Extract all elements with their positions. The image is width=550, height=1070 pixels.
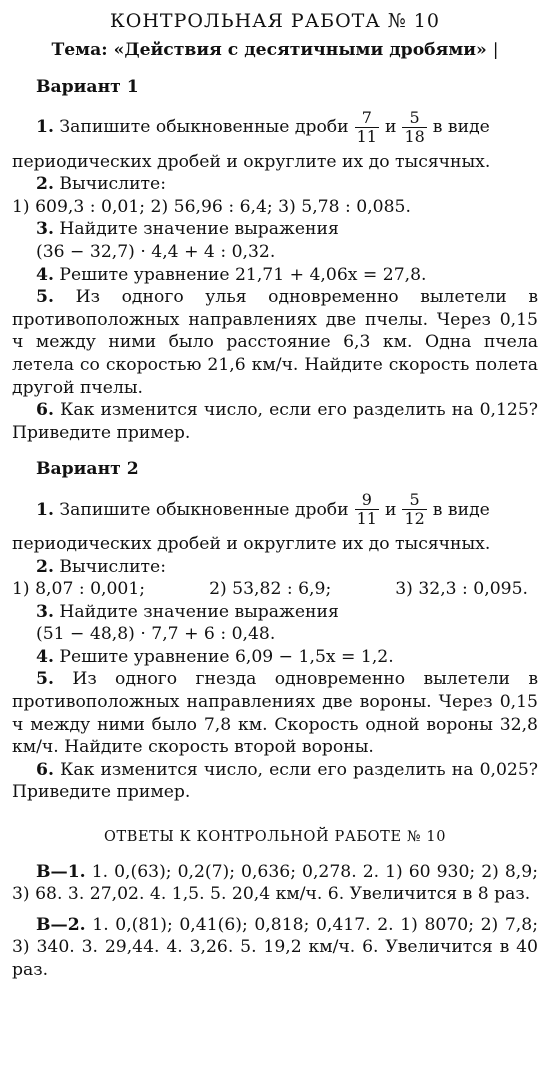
v2-task-4 [12, 646, 538, 669]
v2-task-1-tail: в виде [432, 499, 490, 520]
text-cursor: | [492, 40, 499, 60]
answers-title: ОТВЕТЫ К КОНТРОЛЬНОЙ РАБОТЕ № 10 [103, 829, 447, 846]
v2-task-3-text: Найдите значение выражения [59, 601, 339, 622]
v2-task-6 [12, 759, 538, 804]
answers-variant-2-label: В—2. [36, 914, 86, 935]
v1-task-5 [12, 286, 538, 399]
v1-task-1-tail: в виде [432, 117, 490, 138]
v1-fraction-2 [402, 109, 426, 146]
v2-task-2 [12, 556, 538, 579]
v2-task-2-item-1: 1) 8,07 : 0,001; [12, 579, 146, 600]
variant-2-heading: Вариант 2 [36, 459, 139, 480]
v2-task-5-text: Из одного гнезда одновременно вылетели в противоположных направлениях две вороны. Через 0,15 ч между ними было 7,8 км. Скорость одной вороны 32,8 км/ч. Найдите скорость второй вороны. [12, 669, 538, 758]
v1-task-5-number: 5. [36, 287, 54, 308]
v2-task-1-continuation: периодических дробей и округлите их до тысячных. [12, 533, 491, 554]
v1-task-4-text: Решите уравнение 21,71 + 4,06x = 27,8. [59, 264, 427, 285]
v1-task-1-continuation: периодических дробей и округлите их до тысячных. [12, 151, 491, 172]
v2-task-5-number: 5. [36, 669, 54, 690]
v1-task-4 [12, 264, 538, 287]
v2-task-4-number: 4. [36, 646, 54, 667]
answers-variant-1-label: В—1. [36, 861, 86, 882]
v2-task-1-line [12, 487, 538, 533]
v2-fraction-2 [402, 491, 426, 528]
answers-variant-1-text: 1. 0,(63); 0,2(7); 0,636; 0,278. 2. 1) 60 930; 2) 8,9; 3) 68. 3. 27,02. 4. 1,5. 5. 20,4 км/ч. 6. Увеличится в 8 раз. [12, 861, 538, 905]
v1-fraction-2-numerator: 5 [409, 108, 420, 128]
v1-fraction-1-denominator: 11 [356, 127, 377, 147]
v2-task-2-text: Вычислите: [59, 556, 167, 577]
v1-task-3-text: Найдите значение выражения [59, 219, 339, 240]
answers-variant-2 [12, 914, 538, 982]
v2-task-3-number: 3. [36, 601, 54, 622]
worksheet-page [12, 8, 538, 990]
v2-task-1-text: Запишите обыкновенные дроби [59, 499, 349, 520]
v2-task-5 [12, 668, 538, 758]
v2-fraction-2-denominator: 12 [404, 509, 425, 529]
v2-task-1-and: и [384, 499, 397, 520]
v1-task-2-number: 2. [36, 174, 54, 195]
v1-task-2 [12, 173, 538, 196]
v2-fraction-1 [355, 491, 379, 528]
v1-task-1-line [12, 105, 538, 151]
v2-fraction-1-denominator: 11 [356, 509, 377, 529]
v1-fraction-1 [355, 109, 379, 146]
v1-task-3 [12, 218, 538, 241]
v2-task-2-item-3: 3) 32,3 : 0,095. [395, 579, 528, 600]
v1-task-5-text: Из одного улья одновременно вылетели в противоположных направлениях две пчелы. Через 0,15 ч между ними было расстояние 6,3 км. Одна пчела летела со скоростью 21,6 км/ч. Найдите скорость полета другой пчелы. [12, 287, 538, 398]
v1-fraction-1-numerator: 7 [361, 108, 372, 128]
v2-task-6-number: 6. [36, 759, 54, 780]
v2-task-6-text: Как изменится число, если его разделить на 0,025? Приведите пример. [12, 759, 539, 803]
v1-task-1-text: Запишите обыкновенные дроби [59, 117, 349, 138]
topic-line [12, 38, 538, 62]
v2-task-3-expression: (51 − 48,8) · 7,7 + 6 : 0,48. [36, 624, 276, 645]
v2-fraction-1-numerator: 9 [361, 490, 372, 510]
topic-text: Тема: «Действия с десятичными дробями» [51, 40, 487, 60]
v1-task-4-number: 4. [36, 264, 54, 285]
page-title: КОНТРОЛЬНАЯ РАБОТА № 10 [110, 10, 440, 32]
v1-fraction-2-denominator: 18 [404, 127, 425, 147]
v1-task-6-text: Как изменится число, если его разделить на 0,125? Приведите пример. [12, 400, 539, 443]
v2-fraction-2-numerator: 5 [409, 490, 420, 510]
v1-task-6 [12, 399, 538, 444]
v2-task-3 [12, 601, 538, 624]
variant-1-heading: Вариант 1 [36, 77, 139, 97]
v2-task-4-text: Решите уравнение 6,09 − 1,5x = 1,2. [59, 646, 394, 667]
v1-task-1-number: 1. [36, 117, 54, 138]
v1-task-6-number: 6. [36, 400, 54, 421]
v1-task-3-number: 3. [36, 219, 54, 240]
v1-task-2-text: Вычислите: [59, 174, 167, 195]
v2-task-2-items [12, 578, 538, 601]
v2-task-1-number: 1. [36, 499, 54, 520]
v1-task-1-and: и [384, 117, 397, 138]
answers-variant-2-text: 1. 0,(81); 0,41(6); 0,818; 0,417. 2. 1) 8070; 2) 7,8; 3) 340. 3. 29,44. 4. 3,26. 5. 19,2 км/ч. 6. Увеличится в 40 раз. [12, 914, 538, 980]
v2-task-2-number: 2. [36, 556, 54, 577]
v2-task-2-item-2: 2) 53,82 : 6,9; [209, 579, 332, 600]
answers-variant-1 [12, 861, 538, 906]
v1-task-2-items: 1) 609,3 : 0,01; 2) 56,96 : 6,4; 3) 5,78 : 0,085. [12, 196, 411, 217]
v1-task-3-expression: (36 − 32,7) · 4,4 + 4 : 0,32. [36, 241, 276, 262]
